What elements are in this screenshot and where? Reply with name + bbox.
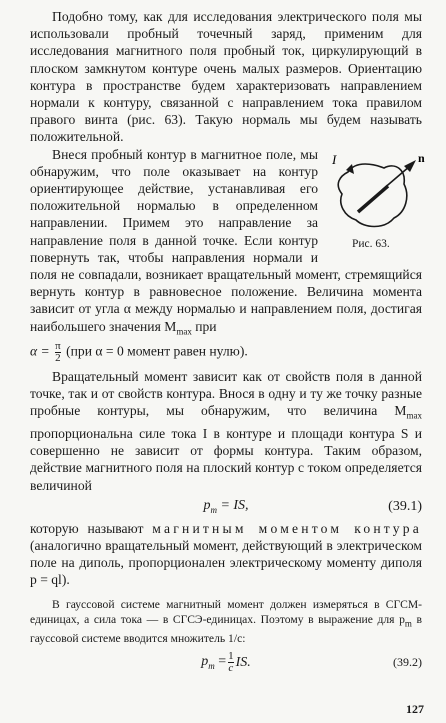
paragraph-2: Внеся пробный контур в магнитное поле, мы обнаружим, что поле оказывает на контур ориентирующее действие, устанавливая его положительной нормалью в определенном направлении. Примем это направление за направление поля в данной точке. Если контур повернуть так, чтобы направления нормали и поля не совпадали, возникает вращательный момент, стремящийся вернуть контур в равновесное положение. Величина момента зависит от угла α между нормалью и направлением поля, достигая наибольшего значения $M_{max}$ при (30, 146, 422, 337)
equation-39-2: $p_m$ = $\frac{1}{c}$ IS. (39.2) (201, 650, 422, 675)
eq2-fraction: $\frac{1}{c}$ (228, 650, 234, 675)
paragraph-3: Вращательный момент зависит как от свойств поля в данной точке, так и от свойств контура. Внося в одну и ту же точку разные пробные контуры, мы обнаружим, что величина $M_{max}$ пропорциональна силе тока I в контуре и площади контура S и совершенно не зависит от формы контура. Таким образом, действие магнитного поля на плоский контур с током определяется величиной (30, 368, 422, 493)
current-label: I (332, 151, 337, 167)
page-body (30, 8, 425, 680)
paragraph-1: Подобно тому, как для исследования электрического поля мы использовали пробный точечный заряд, применим для исследования магнитного поля пробный ток, циркулирующий в плоском замкнутом контуре очень малых размеров. Ориентацию контура в пространстве будем характеризовать направлением нормали к контуру, связанной с направлением тока правилом правого винта (рис. 63). Такую нормаль мы будем называть положительной. (30, 9, 422, 145)
alpha-fraction: $\frac{\pi}{2}$ (55, 339, 61, 364)
paragraph-2-block (30, 146, 425, 341)
contour-diagram (326, 150, 430, 238)
page-number: 127 (406, 702, 424, 716)
contour-outline (338, 164, 407, 227)
figure-caption: Рис. 63. (352, 237, 390, 250)
normal-label: n (418, 150, 425, 165)
contour-edge-line (358, 186, 388, 212)
alpha-note: (при α = 0 момент равен нулю). (66, 343, 248, 359)
gauss-note: В гауссовой системе магнитный момент должен измеряться в СГСМ-единицах, а сила тока — в СГСЭ-единицах. Поэтому в выражение для $p_m$ в гауссовой системе вводится множитель 1/c: (30, 597, 422, 645)
alpha-lhs: α = (30, 343, 50, 359)
paragraph-4: которую называют магнитным моментом контура (аналогично вращательный момент, действующий в электрическом поле на диполь, пропорционален электрическому моменту диполя p = ql). (30, 520, 422, 588)
equation-39-1: $p_m$ = IS, (39.1) (203, 498, 422, 516)
equation-number-39-1: (39.1) (388, 498, 422, 514)
figure-63 (326, 150, 430, 258)
equation-number-39-2: (39.2) (393, 655, 422, 670)
alpha-equation-line (30, 341, 422, 364)
